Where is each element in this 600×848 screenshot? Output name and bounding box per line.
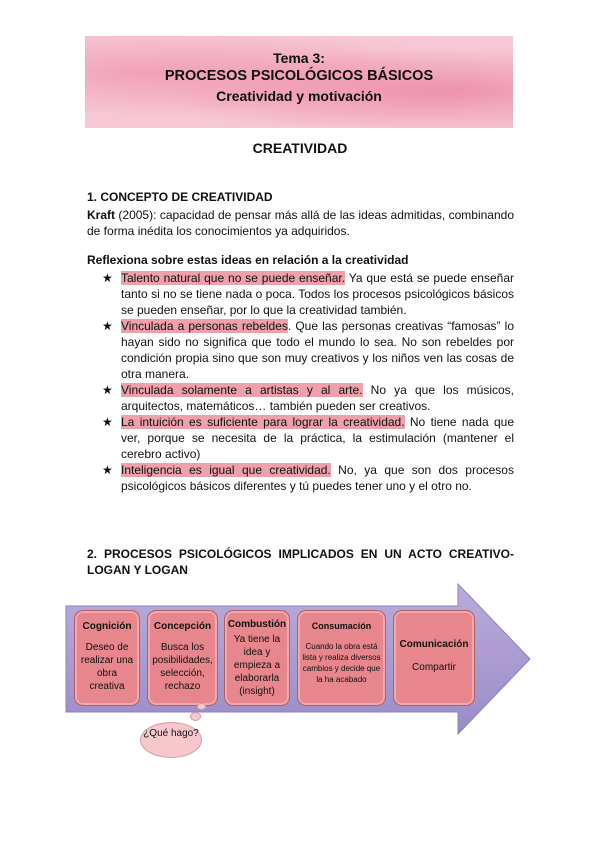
step-combustion: [224, 610, 290, 706]
section1-heading: 1. CONCEPTO DE CREATIVIDAD: [87, 190, 273, 204]
highlighted-idea: Vinculada solamente a artistas y al arte.: [121, 383, 363, 397]
step-title: Cognición: [82, 621, 132, 632]
thought-dot: [197, 703, 206, 710]
step-title: Consumación: [311, 621, 372, 631]
highlighted-idea: Talento natural que no se puede enseñar.: [121, 271, 346, 285]
section2-heading: 2. PROCESOS PSICOLÓGICOS IMPLICADOS EN UN ACTO CREATIVO- LOGAN Y LOGAN: [87, 547, 514, 577]
thought-bubble: ¿Qué hago?: [140, 722, 202, 758]
star-icon: ★: [102, 383, 113, 397]
highlighted-idea: La intuición es suficiente para lograr la creatividad.: [121, 415, 405, 429]
step-cognicion: [74, 610, 140, 706]
idea-response: . Que las personas creativas “famosas” lo hayan sido no significa que todo el mundo lo sea. No son rebeldes por condición propia sino que son muy creativos y los niños ven las cosas de otra manera.: [121, 319, 514, 381]
topic-number: Tema 3:: [273, 50, 325, 66]
step-concepcion: [147, 610, 218, 706]
star-icon: ★: [102, 463, 113, 477]
step-consumacion: [297, 610, 386, 706]
step-description: Ya tiene la idea y empieza a elaborarla (insight): [233, 634, 281, 697]
step-comunicacion: [393, 610, 475, 706]
highlighted-idea: Vinculada a personas rebeldes: [121, 319, 288, 333]
reflection-heading: Reflexiona sobre estas ideas en relación a la creatividad: [87, 253, 409, 267]
star-icon: ★: [102, 319, 113, 333]
step-title: Concepción: [153, 621, 212, 632]
page-title: CREATIVIDAD: [252, 140, 348, 156]
step-description: Deseo de realizar una obra creativa: [80, 642, 134, 692]
step-title: Comunicación: [399, 639, 469, 650]
idea-response: Ya que está se puede enseñar tanto si no se tiene nada o poca. Todos los procesos psicológicos básicos se pueden enseñar, por lo que la creatividad también.: [121, 271, 514, 317]
definition-text: (2005): capacidad de pensar más allá de las ideas admitidas, combinando de forma inédita los conocimientos ya adquiridos.: [87, 208, 514, 238]
step-description: Cuando la obra está lista y realiza diversos cambios y decide que la ha acabado: [302, 642, 381, 684]
author-name: Kraft: [87, 208, 116, 222]
star-icon: ★: [102, 415, 113, 429]
step-description: Compartir: [412, 662, 456, 673]
idea-response: No tiene nada que ver, porque se necesita de la práctica, la estimulación (mantener el cerebro activo): [121, 415, 514, 461]
idea-response: No ya que los músicos, arquitectos, matemáticos… también pueden ser creativos.: [121, 383, 515, 413]
topic-title: PROCESOS PSICOLÓGICOS BÁSICOS: [164, 68, 434, 84]
highlighted-idea: Inteligencia es igual que creatividad.: [121, 463, 331, 477]
step-title: Combustión: [227, 619, 287, 630]
thought-dot: [190, 712, 201, 721]
star-icon: ★: [102, 271, 113, 285]
step-description: Busca los posibilidades, selección, rechazo: [152, 642, 213, 692]
idea-response: No, ya que son dos procesos psicológicos básicos diferentes y tú puedes tener uno y el otro no.: [121, 463, 514, 493]
topic-subtitle: Creatividad y motivación: [216, 88, 382, 104]
